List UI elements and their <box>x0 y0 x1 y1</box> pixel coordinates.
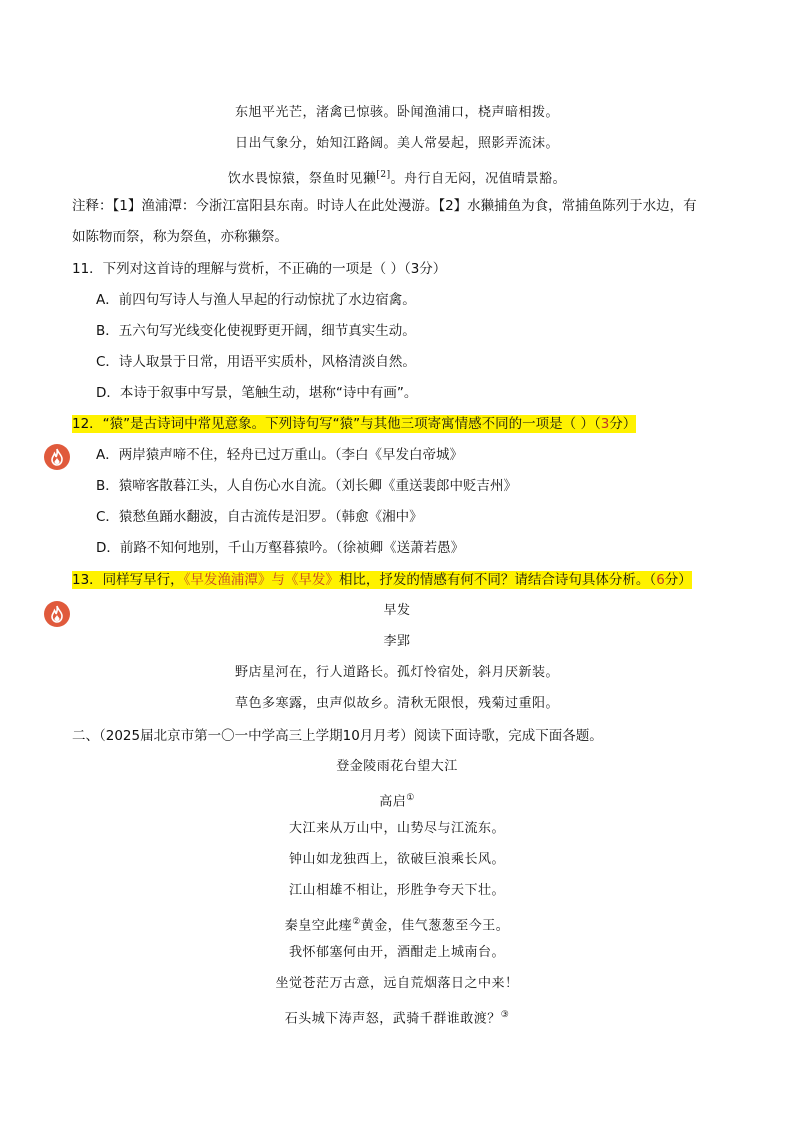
note-ref: [2] <box>376 170 391 180</box>
poem2-title: 早发 <box>383 603 411 618</box>
q11-option-a: A．前四句写诗人与渔人早起的行动惊扰了水边宿禽。 <box>96 292 416 308</box>
poem3-line-5: 我怀郁塞何由开，酒酣走上城南台。 <box>288 945 505 960</box>
poem3-title: 登金陵雨花台望大江 <box>336 759 458 774</box>
q12-option-b: B．猿啼客散暮江头，人自伤心水自流。（刘长卿《重送裴郎中贬吉州》 <box>96 478 518 494</box>
q12-option-a: A．两岸猿声啼不住，轻舟已过万重山。（李白《早发白帝城》 <box>96 447 463 463</box>
poem1-line-2: 日出气象分，始知江路阔。美人常晏起，照影弄流沫。 <box>234 136 559 151</box>
poem3-line-7: 石头城下涛声怒，武骑千群谁敢渡？③ <box>284 1010 510 1027</box>
q11-option-b: B．五六句写光线变化使视野更开阔，细节真实生动。 <box>96 323 416 339</box>
poem3-line-2: 钟山如龙独西上，欲破巨浪乘长风。 <box>288 852 505 867</box>
poem3-author: 高启① <box>379 793 415 810</box>
q12-stem: 12．“猿”是古诗词中常见意象。下列诗句写“猿”与其他三项寄寓情感不同的一项是（ ）（3分） <box>72 416 637 432</box>
section2-heading: 二、（2025届北京市第一〇一中学高三上学期10月月考）阅读下面诗歌，完成下面各题。 <box>72 728 603 744</box>
q12-option-d: D．前路不知何地别，千山万壑暮猿吟。（徐祯卿《送萧若愚》 <box>96 540 465 556</box>
poem1-line-1: 东旭平光芒，渚禽已惊骇。卧闻渔浦口，桡声暗相拨。 <box>234 105 559 120</box>
q11-stem: 11．下列对这首诗的理解与赏析，不正确的一项是（ ）（3分） <box>72 261 447 277</box>
poem2-line-2: 草色多寒露，虫声似故乡。清秋无限恨，残菊过重阳。 <box>234 696 559 711</box>
q12-option-c: C．猿愁鱼踊水翻波，自古流传是汨罗。（韩愈《湘中》 <box>96 509 423 525</box>
q11-option-c: C．诗人取景于日常，用语平实质朴，风格清淡自然。 <box>96 354 416 370</box>
poem2-author: 李郢 <box>383 634 411 649</box>
fire-icon <box>44 444 70 470</box>
poem3-line-1: 大江来从万山中，山势尽与江流东。 <box>288 821 505 836</box>
notes-line-1: 注释：【1】渔浦潭：今浙江富阳县东南。时诗人在此处漫游。【2】水獭捕鱼为食，常捕鱼陈列于水边，有 <box>72 198 697 214</box>
poem2-line-1: 野店星河在，行人道路长。孤灯怜宿处，斜月厌新装。 <box>234 665 559 680</box>
poem1-line-3: 饮水畏惊猿，祭鱼时见獭[2]。舟行自无闷，况值晴景豁。 <box>227 170 567 187</box>
poem3-line-4: 秦皇空此瘗②黄金，佳气葱葱至今王。 <box>284 917 510 934</box>
poem3-line-6: 坐觉苍茫万古意，远自荒烟落日之中来！ <box>275 976 519 991</box>
footnote-mark-3: ③ <box>500 1010 510 1020</box>
poem3-line-3: 江山相雄不相让，形胜争夸天下壮。 <box>288 883 505 898</box>
footnote-mark-2: ② <box>352 917 361 927</box>
q11-option-d: D．本诗于叙事中写景，笔触生动，堪称“诗中有画”。 <box>96 385 418 401</box>
footnote-mark-1: ① <box>406 793 415 803</box>
notes-line-2: 如陈物而祭，称为祭鱼，亦称獭祭。 <box>72 229 288 245</box>
q13-stem: 13．同样写早行，《早发渔浦潭》与《早发》相比，抒发的情感有何不同？请结合诗句具体分析。（6分） <box>72 572 692 588</box>
